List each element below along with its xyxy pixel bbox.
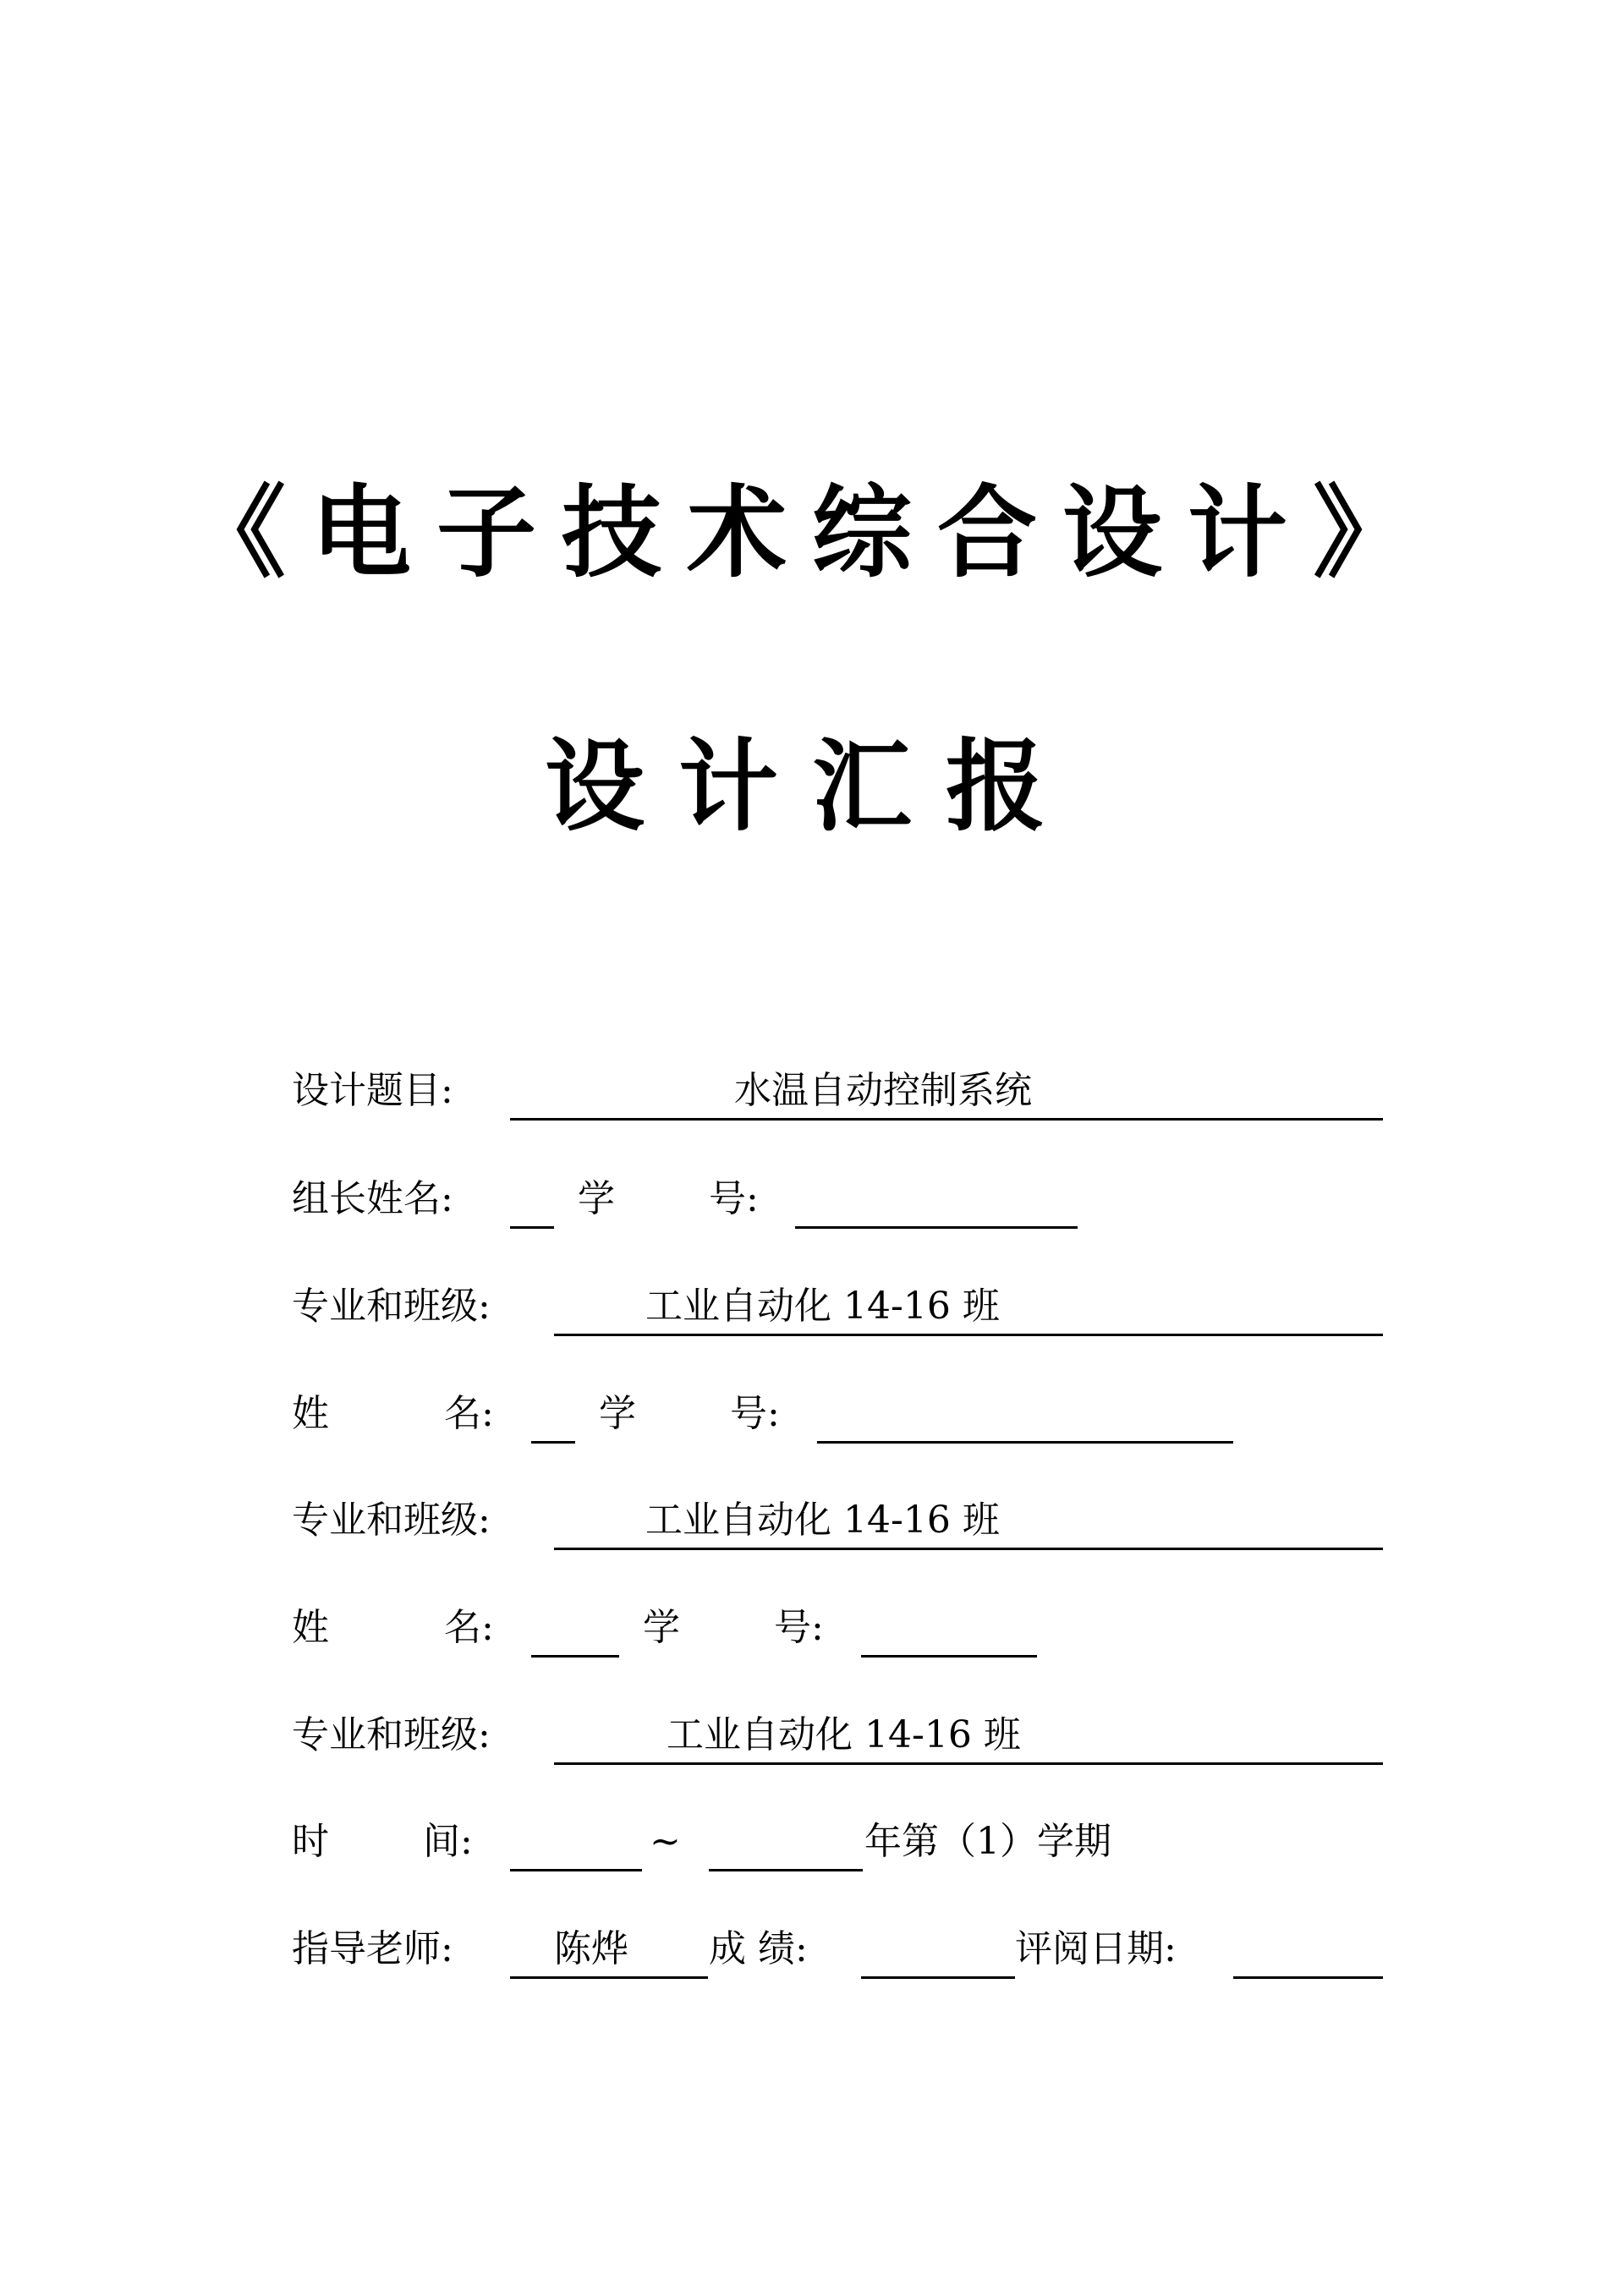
review-date-label: 评阅日期:	[1015, 1927, 1177, 1970]
major3-label: 专业和班级:	[292, 1713, 491, 1756]
major1-field[interactable]	[554, 1277, 1383, 1336]
time-tilde: ~	[650, 1820, 681, 1863]
grade-label: 成 绩:	[709, 1927, 808, 1970]
major3-field[interactable]	[554, 1706, 1383, 1765]
advisor-label: 指导老师:	[292, 1927, 453, 1970]
name2-name-field[interactable]	[531, 1384, 575, 1444]
name3-name-field[interactable]	[531, 1598, 619, 1658]
time-shi-label: 时	[292, 1820, 329, 1863]
major2-label: 专业和班级:	[292, 1499, 491, 1542]
document-title: 《电子技术综合设计》	[185, 474, 1438, 591]
time-start-field[interactable]	[510, 1812, 642, 1871]
topic-label: 设计题目:	[292, 1069, 453, 1112]
name2-hao-label: 号:	[730, 1392, 780, 1435]
major1-value: 工业自动化 14-16 班	[645, 1285, 1000, 1328]
grade-field[interactable]	[861, 1920, 1015, 1979]
leader-hao-label: 号:	[709, 1177, 759, 1220]
name2-ming-label: 名:	[444, 1392, 494, 1435]
time-jian-label: 间:	[423, 1820, 473, 1863]
name2-xue-label: 学	[599, 1392, 636, 1435]
leader-id-field[interactable]	[795, 1170, 1078, 1229]
name2-xing-label: 姓	[292, 1392, 329, 1435]
name2-id-field[interactable]	[817, 1384, 1233, 1444]
leader-label: 组长姓名:	[292, 1177, 453, 1220]
time-suffix: 年第（1）学期	[864, 1820, 1111, 1863]
topic-value: 水温自动控制系统	[734, 1069, 1032, 1112]
document-subtitle: 设计汇报	[544, 728, 1079, 845]
review-date-field[interactable]	[1233, 1920, 1383, 1979]
advisor-field[interactable]	[510, 1920, 708, 1979]
major2-field[interactable]	[554, 1491, 1383, 1550]
leader-name-field[interactable]	[510, 1170, 554, 1229]
leader-xue-label: 学	[578, 1177, 615, 1220]
major2-value: 工业自动化 14-16 班	[645, 1499, 1000, 1542]
name3-xue-label: 学	[643, 1606, 680, 1649]
name3-hao-label: 号:	[774, 1606, 824, 1649]
name3-ming-label: 名:	[444, 1606, 494, 1649]
name3-xing-label: 姓	[292, 1606, 329, 1649]
time-end-field[interactable]	[709, 1812, 863, 1871]
advisor-value: 陈烨	[554, 1927, 628, 1970]
major3-value: 工业自动化 14-16 班	[667, 1713, 1021, 1756]
major1-label: 专业和班级:	[292, 1285, 491, 1328]
name3-id-field[interactable]	[861, 1598, 1037, 1658]
topic-field[interactable]	[510, 1061, 1383, 1121]
